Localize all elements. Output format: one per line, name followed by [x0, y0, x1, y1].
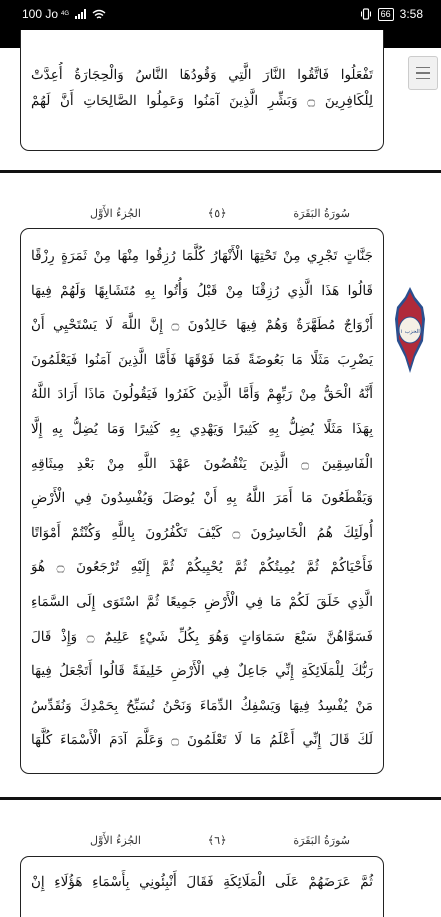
battery-level: 66 [380, 8, 391, 19]
verse-line: ثُمَّ عَرَضَهُمْ عَلَى الْمَلَائِكَةِ فَقَالَ أَنْبِئُونِي بِأَسْمَاءِ هَؤُلَاءِ إِنْ [31, 874, 373, 890]
verse-line: لَكَ قَالَ إِنِّي أَعْلَمُ مَا لَا تَعْلَمُونَ ۝ وَعَلَّمَ آدَمَ الْأَسْمَاءَ كُلَّهَا [31, 732, 373, 749]
verse-line: فَسَوَّاهُنَّ سَبْعَ سَمَاوَاتٍ وَهُوَ بِكُلِّ شَيْءٍ عَلِيمٌ ۝ وَإِذْ قَالَ [31, 628, 373, 645]
juz-name: الجُزءُ الأَوَّل [90, 206, 141, 220]
page-top-frame [20, 30, 384, 151]
surah-name-next: سُورَةُ البَقَرَة [293, 833, 350, 847]
verse-line: بِهَذَا مَثَلًا يُضِلُّ بِهِ كَثِيرًا وَيَهْدِي بِهِ كَثِيرًا وَمَا يُضِلُّ بِهِ إِلَّا [31, 420, 373, 437]
verse-line: قَالُوا هَذَا الَّذِي رُزِقْنَا مِنْ قَبْلُ وَأُتُوا بِهِ مُتَشَابِهًا وَلَهُمْ فِيهَا [31, 282, 373, 299]
status-left [22, 7, 106, 21]
network-type: 4G [61, 11, 70, 17]
hizb-label: الحزب ١ [400, 329, 420, 335]
battery-icon [378, 8, 394, 21]
status-right [360, 7, 423, 21]
verse-line: وَيَقْطَعُونَ مَا أَمَرَ اللَّهُ بِهِ أَنْ يُوصَلَ وَيُفْسِدُونَ فِي الْأَرْضِ [31, 490, 373, 507]
surah-name: سُورَةُ البَقَرَة [293, 206, 350, 220]
verse-line: رَبُّكَ لِلْمَلَائِكَةِ إِنِّي جَاعِلٌ فِي الْأَرْضِ خَلِيفَةً قَالُوا أَتَجْعَلُ فِيهَا [31, 663, 373, 680]
verse-line: أَزْوَاجٌ مُطَهَّرَةٌ وَهُمْ فِيهَا خَالِدُونَ ۝ إِنَّ اللَّهَ لَا يَسْتَحْيِي أَنْ [31, 317, 373, 334]
verse-line: الَّذِي خَلَقَ لَكُمْ مَا فِي الْأَرْضِ جَمِيعًا ثُمَّ اسْتَوَى إِلَى السَّمَاءِ [31, 593, 373, 610]
signal-icon [75, 9, 86, 19]
page-separator [0, 170, 441, 173]
menu-button[interactable] [408, 56, 438, 90]
menu-icon [416, 67, 430, 69]
vibrate-icon [360, 8, 372, 20]
page-next-frame [20, 856, 384, 917]
clock: 3:58 [399, 7, 423, 21]
verse-line: تَفْعَلُوا فَاتَّقُوا النَّارَ الَّتِي وَقُودُهَا النَّاسُ وَالْحِجَارَةُ أُعِدَّتْ [31, 67, 373, 83]
wifi-icon [92, 9, 106, 20]
hizb-ornament-icon [393, 287, 427, 373]
verse-line: أَنَّهُ الْحَقُّ مِنْ رَبِّهِمْ وَأَمَّا الَّذِينَ كَفَرُوا فَيَقُولُونَ مَاذَا أَرَادَ اللَّهُ [31, 386, 373, 403]
verse-line: جَنَّاتٍ تَجْرِي مِنْ تَحْتِهَا الْأَنْهَارُ كُلَّمَا رُزِقُوا مِنْهَا مِنْ ثَمَرَةٍ رِزْقًا [31, 248, 373, 264]
carrier-label: 100 Jo [22, 7, 59, 21]
status-bar [0, 0, 441, 28]
verse-line: يَضْرِبَ مَثَلًا مَا بَعُوضَةً فَمَا فَوْقَهَا فَأَمَّا الَّذِينَ آمَنُوا فَيَعْلَمُونَ [31, 351, 373, 368]
page-number-next: ﴿٦﴾ [207, 833, 227, 847]
page-separator [0, 797, 441, 800]
page-number: ﴿٥﴾ [207, 206, 227, 220]
juz-name-next: الجُزءُ الأَوَّل [90, 833, 141, 847]
verse-text-block [21, 239, 383, 758]
page-main-frame [20, 228, 384, 774]
page-header [90, 203, 350, 223]
verse-line: أُولَئِكَ هُمُ الْخَاسِرُونَ ۝ كَيْفَ تَكْفُرُونَ بِاللَّهِ وَكُنْتُمْ أَمْوَاتًا [31, 524, 373, 541]
page-header-next [90, 830, 350, 850]
verse-line: الْفَاسِقِينَ ۝ الَّذِينَ يَنْقُضُونَ عَهْدَ اللَّهِ مِنْ بَعْدِ مِيثَاقِهِ [31, 455, 373, 472]
verse-line: لِلْكَافِرِينَ ۝ وَبَشِّرِ الَّذِينَ آمَنُوا وَعَمِلُوا الصَّالِحَاتِ أَنَّ لَهُمْ [31, 93, 373, 109]
verse-line: مَنْ يُفْسِدُ فِيهَا وَيَسْفِكُ الدِّمَاءَ وَنَحْنُ نُسَبِّحُ بِحَمْدِكَ وَنُقَدِّسُ [31, 697, 373, 714]
verse-line: فَأَحْيَاكُمْ ثُمَّ يُمِيتُكُمْ ثُمَّ يُحْيِيكُمْ ثُمَّ إِلَيْهِ تُرْجَعُونَ ۝ هُوَ [31, 559, 373, 576]
